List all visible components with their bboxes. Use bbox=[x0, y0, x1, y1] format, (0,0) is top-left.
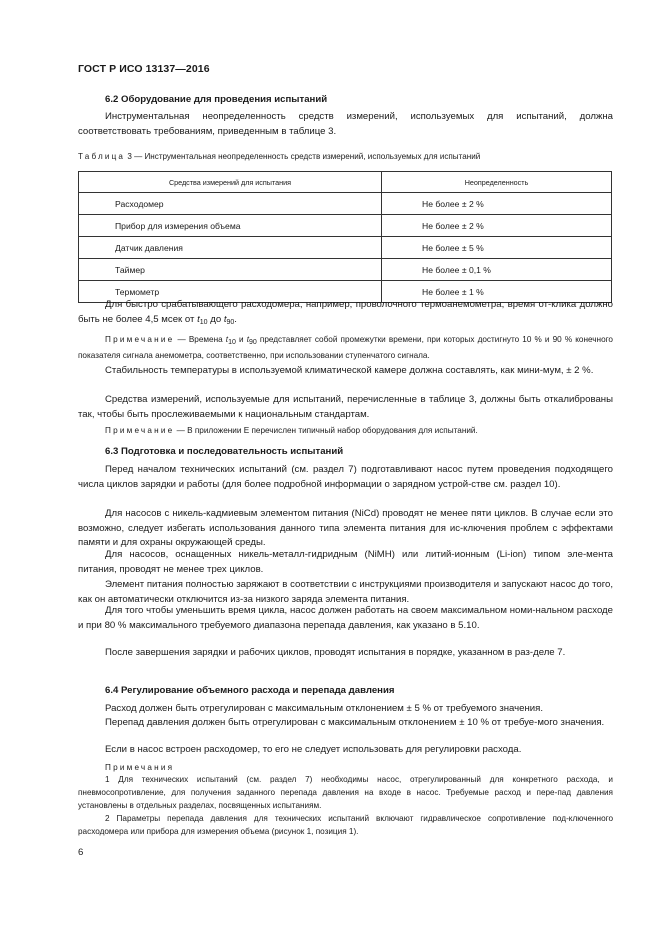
table-row bbox=[79, 237, 612, 259]
table-cell-instrument: Таймер bbox=[79, 259, 382, 281]
t-symbol: t bbox=[223, 313, 227, 325]
document-header: ГОСТ Р ИСО 13137—2016 bbox=[78, 63, 210, 75]
section-6-3-paragraph-5: Для того чтобы уменьшить время цикла, насос должен работать на своем максимальном номи-нальном расходе и при 80 % максимального требуемого диапазона перепада давления, как указано в 5.10. bbox=[78, 605, 613, 631]
section-6-2-paragraph: Инструментальная неопределенность средств измерений, используемых для испытаний, должна соответствовать требованиям, приведенным в таблице 3. bbox=[78, 111, 613, 137]
notes-heading: Примечания bbox=[105, 763, 175, 772]
section-6-3-title: 6.3 Подготовка и последовательность испытаний bbox=[105, 446, 344, 457]
table-cell-uncertainty: Не более ± 5 % bbox=[382, 237, 612, 259]
note-2: 2 Параметры перепада давления для технических испытаний включают гидравлическое сопротивление под-ключенного расходомера или прибора для измерения объема (рисунок 1, позиция 1). bbox=[78, 814, 613, 836]
section-6-3-paragraph-2: Для насосов с никель-кадмиевым элементом питания (NiCd) проводят не менее пяти циклов. В случае если это возможно, следует избегать использования данного типа элемента питания для ис-ключения проблем с эффектами памяти и для охраны окружающей среды. bbox=[78, 508, 613, 549]
table-header-instruments: Средства измерений для испытания bbox=[79, 172, 382, 193]
table-3-caption bbox=[78, 152, 480, 161]
table-cell-uncertainty: Не более ± 0,1 % bbox=[382, 259, 612, 281]
table-row bbox=[79, 193, 612, 215]
calibration-paragraph: Средства измерений, используемые для испытаний, перечисленные в таблице 3, должны быть откалиброваны так, чтобы быть прослеживаемыми к национальным стандартам. bbox=[78, 394, 613, 420]
table-cell-uncertainty: Не более ± 2 % bbox=[382, 193, 612, 215]
table-header-row bbox=[79, 172, 612, 193]
t-symbol: t bbox=[225, 335, 229, 344]
section-6-2-title: 6.2 Оборудование для проведения испытаний bbox=[105, 94, 328, 105]
response-time-period: . bbox=[234, 313, 237, 325]
note-text: — Времена bbox=[174, 335, 226, 344]
section-6-4-paragraph-2: Перепад давления должен быть отрегулирован с максимальным отклонением ± 10 % от требуе-мого значения. bbox=[105, 717, 605, 728]
note-text-rest: представляет собой промежутки времени, при которых достигнуто 10 % и 90 % конечного показателя сигнала анемометра, соответственно, при использовании ступенчатого сигнала. bbox=[78, 335, 613, 360]
note-response-time bbox=[78, 333, 613, 362]
section-6-3-paragraph-1: Перед началом технических испытаний (см. раздел 7) подготавливают насос путем проведения подходящего числа циклов зарядки и работы (для более подробной информации о зарядном устрой-стве см. раздел 10). bbox=[78, 464, 613, 490]
t-symbol: t bbox=[197, 313, 200, 325]
section-6-3-paragraph-4: Элемент питания полностью заряжают в соответствии с инструкциями производителя и запускают насос до того, как он автоматически отключится из-за низкого заряда элемента питания. bbox=[78, 579, 613, 605]
note-label: Примечание bbox=[105, 426, 175, 435]
subscript-90: 90 bbox=[248, 339, 257, 346]
response-time-paragraph bbox=[78, 298, 613, 330]
note-label: Примечание bbox=[105, 335, 175, 344]
note-1: 1 Для технических испытаний (см. раздел 7) необходимы насос, отрегулированный для конкретного расхода, и пневмосопротивление, для получения заданного перепада давления на входе в насос. Требуемые расход и пере-пад давления установлены в отдельных разделах, посвященных испытаниям. bbox=[78, 775, 613, 810]
table-3 bbox=[78, 171, 612, 303]
table-caption-word: Таблица bbox=[78, 152, 126, 161]
table-cell-instrument: Прибор для измерения объема bbox=[79, 215, 382, 237]
subscript-10: 10 bbox=[199, 318, 208, 326]
note-text-and: и bbox=[235, 335, 247, 344]
response-time-text-to: до bbox=[207, 313, 224, 325]
table-header-uncertainty: Неопределенность bbox=[382, 172, 612, 193]
table-row bbox=[79, 259, 612, 281]
table-cell-uncertainty: Не более ± 2 % bbox=[382, 215, 612, 237]
temperature-paragraph: Стабильность температуры в используемой климатической камере должна составлять, как мини-мум, ± 2 %. bbox=[105, 365, 594, 376]
response-time-text: Для быстро срабатывающего расходомера, например, проволочного термоанемометра, время от-клика должно быть не более 4,5 мсек от bbox=[78, 299, 613, 325]
table-row bbox=[79, 215, 612, 237]
section-6-3-paragraph-3: Для насосов, оснащенных никель-металл-гидридным (NiMH) или литий-ионным (Li-ion) типом эле-мента питания, проводят не менее трех циклов. bbox=[78, 549, 613, 575]
subscript-90: 90 bbox=[226, 318, 235, 326]
note-text: — В приложении Е перечислен типичный набор оборудования для испытаний. bbox=[174, 426, 478, 435]
table-cell-instrument: Термометр bbox=[79, 281, 382, 303]
section-6-3-paragraph-6: После завершения зарядки и рабочих циклов, проводят испытания в порядке, указанном в раз-деле 7. bbox=[105, 647, 566, 658]
page-number: 6 bbox=[78, 847, 84, 858]
note-equipment bbox=[78, 424, 613, 437]
section-6-4-title: 6.4 Регулирование объемного расхода и перепада давления bbox=[105, 685, 395, 696]
table-cell-instrument: Расходомер bbox=[79, 193, 382, 215]
subscript-10: 10 bbox=[228, 339, 236, 346]
table-cell-uncertainty: Не более ± 1 % bbox=[382, 281, 612, 303]
t-symbol: t bbox=[246, 335, 249, 344]
section-6-4-paragraph-1: Расход должен быть отрегулирован с максимальным отклонением ± 5 % от требуемого значения. bbox=[105, 703, 544, 714]
table-caption-text: 3 — Инструментальная неопределенность средств измерений, используемых для испытаний bbox=[125, 152, 481, 161]
table-cell-instrument: Датчик давления bbox=[79, 237, 382, 259]
section-6-4-paragraph-3: Если в насос встроен расходомер, то его не следует использовать для регулировки расхода. bbox=[105, 744, 522, 755]
